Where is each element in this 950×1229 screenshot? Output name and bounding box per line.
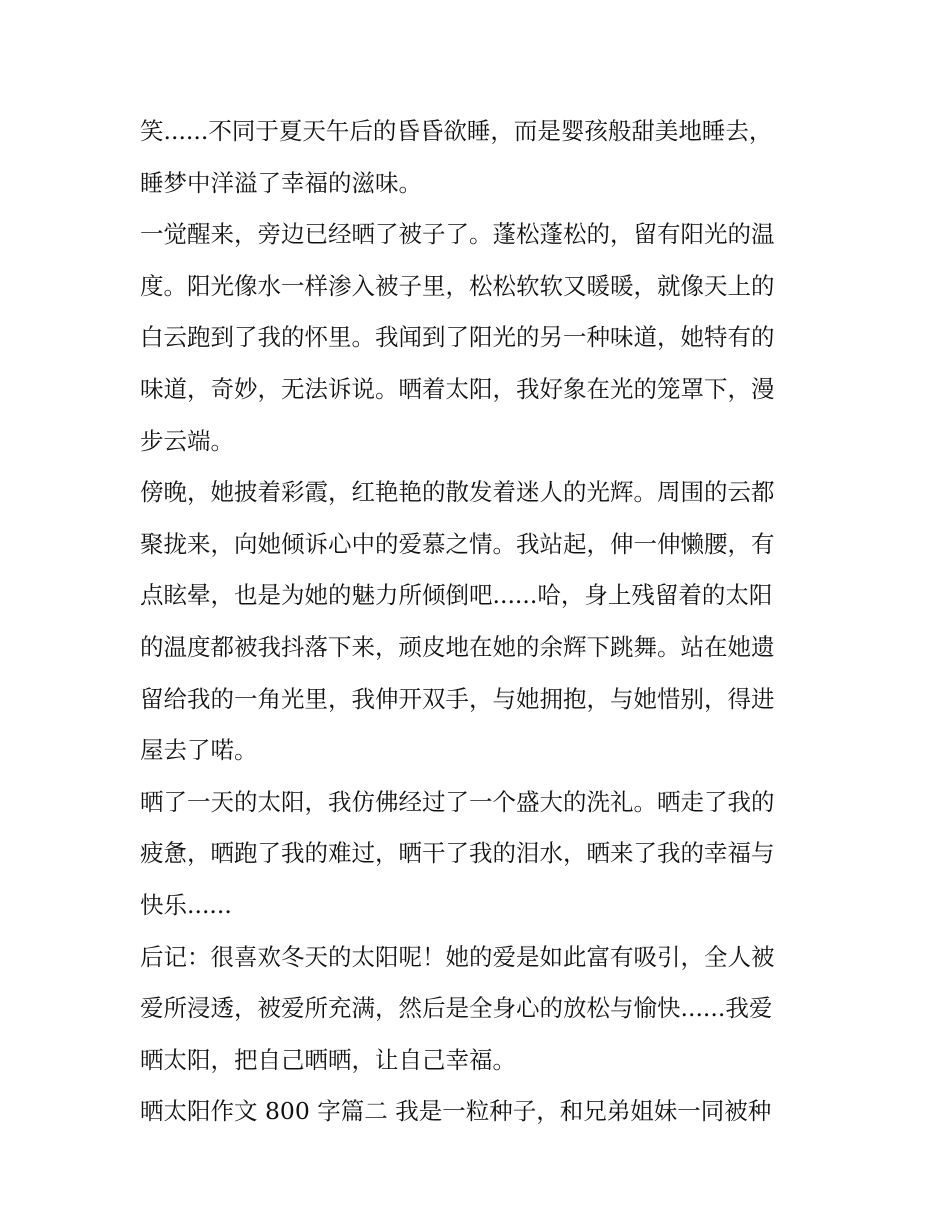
- text-line: 快乐......: [140, 890, 232, 919]
- text-line: 步云端。: [140, 426, 234, 455]
- text-line: 笑......不同于夏天午后的昏昏欲睡，而是婴孩般甜美地睡去，: [140, 117, 773, 145]
- text-line: 睡梦中洋溢了幸福的滋味。: [140, 168, 422, 197]
- text-line: 晒了一天的太阳，我仿佛经过了一个盛大的洗礼。晒走了我的: [140, 787, 775, 816]
- text-line: 爱所浸透，被爱所充满，然后是全身心的放松与愉快......我爱: [140, 994, 773, 1023]
- text-line: 点眩晕，也是为她的魅力所倾倒吧......哈，身上残留着的太阳: [140, 581, 773, 610]
- text-line: 度。阳光像水一样渗入被子里，松松软软又暖暖，就像天上的: [140, 271, 775, 300]
- text-line: 晒太阳，把自己晒晒，让自己幸福。: [140, 1045, 516, 1074]
- text-line: 白云跑到了我的怀里。我闻到了阳光的另一种味道，她特有的: [140, 323, 775, 352]
- text-line: 后记：很喜欢冬天的太阳呢！她的爱是如此富有吸引，全人被: [140, 942, 775, 971]
- text-line: 留给我的一角光里，我伸开双手，与她拥抱，与她惜别，得进: [140, 684, 775, 713]
- text-line: 一觉醒来，旁边已经晒了被子了。蓬松蓬松的，留有阳光的温: [140, 220, 775, 249]
- text-line: 味道，奇妙，无法诉说。晒着太阳，我好象在光的笼罩下，漫: [140, 374, 775, 403]
- text-line: 疲惫，晒跑了我的难过，晒干了我的泪水，晒来了我的幸福与: [140, 839, 775, 868]
- text-line: 傍晚，她披着彩霞，红艳艳的散发着迷人的光辉。周围的云都: [140, 478, 775, 507]
- text-line: 屋去了喏。: [140, 736, 258, 765]
- text-line: 的温度都被我抖落下来，顽皮地在她的余辉下跳舞。站在她遗: [140, 632, 775, 661]
- document-body: [140, 106, 820, 1138]
- text-line: 晒太阳作文 800 字篇二 我是一粒种子，和兄弟姐妹一同被种: [140, 1097, 772, 1126]
- text-line: 聚拢来，向她倾诉心中的爱慕之情。我站起，伸一伸懒腰，有: [140, 529, 775, 558]
